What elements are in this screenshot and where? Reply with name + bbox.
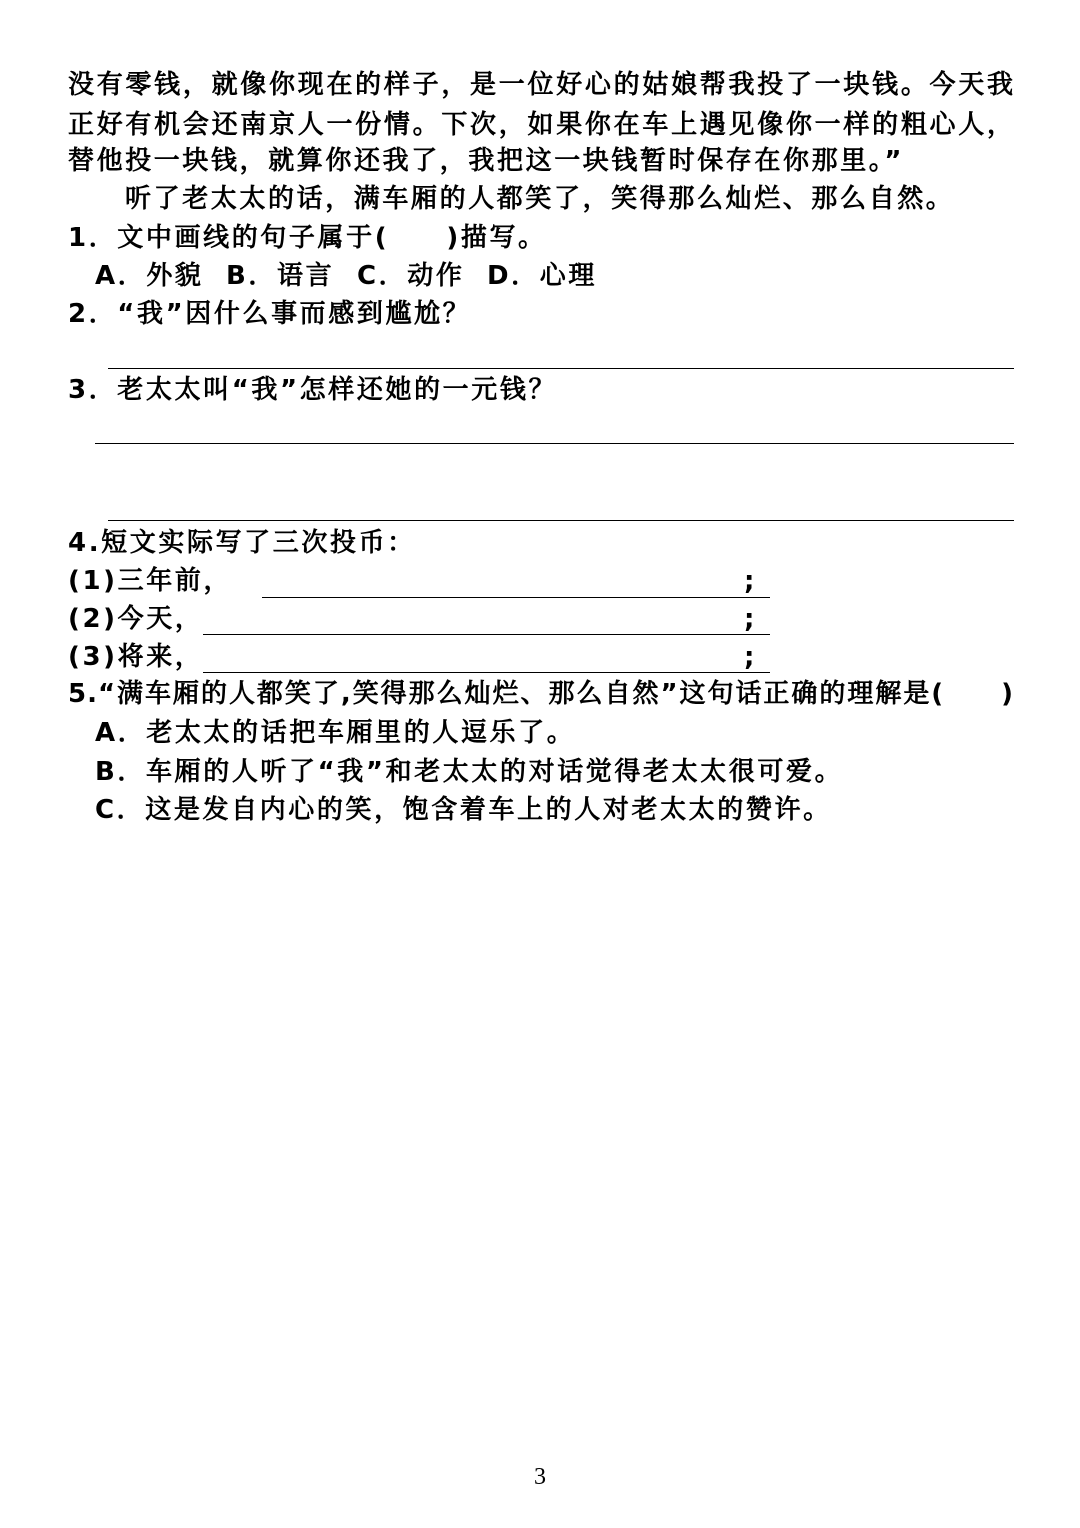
question-4-item-1-semicolon: ;	[744, 566, 755, 596]
passage-line-4: 听了老太太的话，满车厢的人都笑了，笑得那么灿烂、那么自然。	[125, 184, 955, 214]
question-4-item-2-label: (2)今天，	[68, 604, 204, 634]
question-3-answer-line-1	[95, 443, 1014, 444]
question-4-item-1-answer-line	[262, 597, 770, 598]
passage-line-2: 正好有机会还南京人一份情。下次，如果你在车上遇见像你一样的粗心人，	[68, 110, 1014, 140]
question-4-item-3-label: (3)将来，	[68, 642, 204, 672]
page-number: 3	[534, 1464, 546, 1490]
question-5-text: 5.“满车厢的人都笑了,笑得那么灿烂、那么自然”这句话正确的理解是( )	[68, 679, 1014, 709]
question-2-answer-line	[108, 368, 1014, 369]
question-4-text: 4.短文实际写了三次投币：	[68, 528, 416, 558]
passage-line-3: 替他投一块钱，就算你还我了，我把这一块钱暂时保存在你那里。”	[68, 146, 905, 176]
question-4-item-2-answer-line	[203, 634, 770, 635]
question-1-option-c: C．动作	[357, 261, 465, 291]
question-4-item-1-label: (1)三年前，	[68, 566, 233, 596]
question-5-option-b: B．车厢的人听了“我”和老太太的对话觉得老太太很可爱。	[95, 757, 844, 787]
question-1-option-a: A．外貌	[95, 261, 204, 291]
question-2-text: 2．“我”因什么事而感到尴尬？	[68, 299, 472, 329]
question-1-option-b: B．语言	[226, 261, 335, 291]
question-5-option-c: C．这是发自内心的笑，饱含着车上的人对老太太的赞许。	[95, 795, 832, 825]
question-1-text: 1．文中画线的句子属于( )描写。	[68, 223, 547, 253]
question-4-item-3-semicolon: ;	[744, 642, 755, 672]
question-3-text: 3．老太太叫“我”怎样还她的一元钱？	[68, 375, 558, 405]
question-5-option-a: A．老太太的话把车厢里的人逗乐了。	[95, 718, 576, 748]
passage-line-1: 没有零钱，就像你现在的样子，是一位好心的姑娘帮我投了一块钱。今天我	[68, 70, 1014, 100]
question-4-item-2-semicolon: ;	[744, 604, 755, 634]
question-1-option-d: D．心理	[487, 261, 597, 291]
question-4-item-3-answer-line	[203, 672, 770, 673]
question-3-answer-line-2	[108, 520, 1014, 521]
